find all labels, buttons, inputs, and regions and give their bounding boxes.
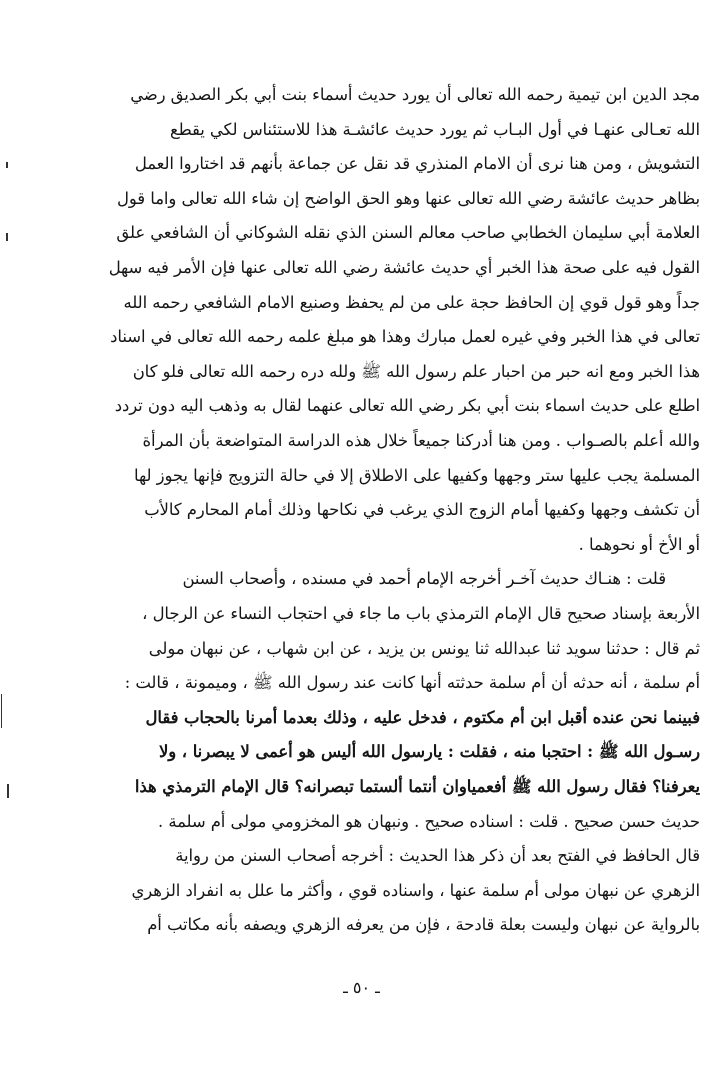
scan-mark (7, 784, 9, 798)
text-line: حديث حسن صحيح . قلت : اسناده صحيح . ونبهان هو المخزومي مولى أم سلمة . (158, 811, 700, 831)
text-line: العلامة أبي سليمان الخطابي صاحب معالم السنن الذي نقله الشوكاني أن الشافعي علق (116, 223, 700, 243)
text-line: بظاهر حديث عائشة رضي الله تعالى عنها وهو الحق الواضح إن شاء الله تعالى واما قول (117, 188, 700, 208)
text-line: هذا الخبر ومع انه حبر من احبار علم رسول الله ﷺ ولله دره رحمه الله تعالى فلو كان (132, 361, 700, 381)
text-line: يعرفنا؟ فقال رسول الله ﷺ أفعمياوان أنتما ألستما تبصرانه؟ قال الإمام الترمذي هذا (134, 777, 700, 796)
text-line: المسلمة يجب عليها ستر وجهها وكفيها على الاطلاق إلا في حالة التزويج فإنها يجوز لها (133, 465, 700, 485)
text-line: ثم قال : حدثنا سويد ثنا عبدالله ثنا يونس بن يزيد ، عن ابن شهاب ، عن نبهان مولى (148, 638, 700, 658)
scan-mark (6, 233, 8, 241)
text-line: قال الحافظ في الفتح بعد أن ذكر هذا الحديث : أخرجه أصحاب السنن من رواية (175, 846, 700, 866)
text-line: جداً وهو قول قوي إن الحافظ حجة على من لم يحفظ وصنيع الامام الشافعي رحمه الله (123, 292, 700, 312)
text-line: تعالى في هذا الخبر وفي غيره لعمل مبارك وهذا هو مبلغ علمه رحمه الله تعالى في اسناد (110, 327, 700, 347)
text-line: فبينما نحن عنده أقبل ابن أم مكتوم ، فدخل عليه ، وذلك بعدما أمرنا بالحجاب فقال (145, 707, 700, 727)
body-text (82, 0, 700, 960)
text-line: قلت : هنـاك حديث آخـر أخرجه الإمام أحمد في مسنده ، وأصحاب السنن (182, 569, 666, 589)
text-line: أم سلمة ، أنه حدثه أن أم سلمة حدثته أنها كانت عند رسول الله ﷺ ، وميمونة ، قالت : (124, 673, 700, 693)
text-line: القول فيه على صحة هذا الخبر أي حديث عائشة رضي الله تعالى عنها فإن الأمر فيه سهل (108, 258, 700, 277)
text-line: أو الأخ أو نحوهما . (578, 534, 700, 554)
text-line: الزهري عن نبهان مولى أم سلمة عنها ، واسناده قوي ، وأكثر ما علل به انفراد الزهري (131, 880, 700, 900)
text-line: اطلع على حديث اسماء بنت أبي بكر رضي الله تعالى عنهما لقال به وذهب اليه دون تردد (114, 396, 700, 416)
text-line: أن تكشف وجهها وكفيها أمام الزوج الذي يرغب في نكاحها وذلك أمام المحارم كالأب (144, 500, 700, 520)
text-line: الأربعة بإسناد صحيح قال الإمام الترمذي باب ما جاء في احتجاب النساء عن الرجال ، (142, 604, 700, 623)
text-line: والله أعلم بالصـواب . ومن هنا أدركنا جميعاً خلال هذه الدراسة المتواضعة بأن المرأة (142, 431, 700, 450)
scan-mark (6, 162, 8, 168)
text-line: مجد الدين ابن تيمية رحمه الله تعالى أن يورد حديث أسماء بنت أبي بكر الصديق رضي (130, 85, 700, 104)
page-number: ـ ٥٠ ـ (343, 978, 380, 997)
text-line: بالرواية عن نبهان وليست بعلة قادحة ، فإن من يعرفه الزهري ويصفه بأنه مكاتب أم (147, 915, 700, 935)
text-line: رسـول الله ﷺ : احتجبا منه ، فقلت : يارسول الله أليس هو أعمى لا يبصرنا ، ولا (158, 742, 700, 762)
text-line: التشويش ، ومن هنا نرى أن الامام المنذري قد نقل عن جماعة بأنهم قد اختاروا العمل (134, 154, 700, 174)
scan-mark (1, 694, 2, 728)
text-line: الله تعـالى عنهـا في أول البـاب ثم يورد حديث عائشـة هذا للاستئناس لكي يقطع (169, 119, 700, 139)
